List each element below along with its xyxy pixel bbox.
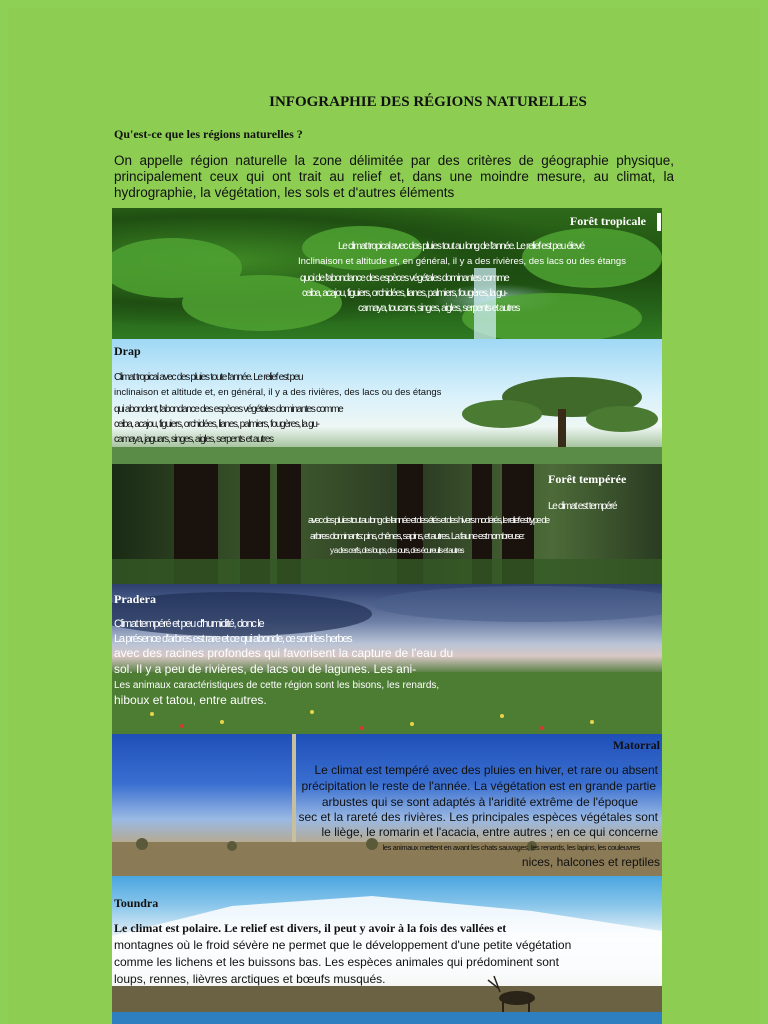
section-title: Forêt tempérée — [548, 472, 627, 486]
section-title: Matorral — [612, 738, 660, 752]
section-foret-temperee: Forêt tempérée Le climat est tempéré avec des pluies tout au long de l'année et des étés et des hivers modérés, le relief est type de arbres dominants: pins, chênes, sapins, et autres. La faune est nombreuse: y a des cerfs, des loups, des ours, des écureuils et autres — [112, 464, 662, 584]
section-title: Toundra — [114, 896, 159, 910]
section-foret-tropicale: Forêt tropicale Le climat tropical avec des pluies tout au long de l'année. Le relief est peu élevé Inclinaison et altitude et, en général, il y a des rivières, des lacs ou des étangs quoi de l'abondance des espèces végétales dominantes comme ceiba, acajou, figuiers, orchidées, lianes, palmiers, fougères, la gu- camaya, toucans, singes, aigles, serpents et autres — [112, 208, 662, 339]
section-title: Drap — [114, 344, 141, 358]
section-title: Forêt tropicale — [569, 214, 646, 228]
question-heading: Qu'est-ce que les régions naturelles ? — [114, 127, 303, 141]
intro-paragraph: On appelle région naturelle la zone délimitée par des critères de géographie physique, principalement ceux qui ont trait au relief et, dans une moindre mesure, au climat, la hydrographie, la végétation, les sols et d'autres éléments — [114, 153, 674, 200]
page-title: INFOGRAPHIE DES RÉGIONS NATURELLES — [269, 94, 587, 110]
section-drap: Drap Climat tropical avec des pluies toute l'année. Le relief est peu inclinaison et altitude et, en général, il y a des rivières, des lacs ou des étangs qui abondent, l'abondance des espèces végétales dominantes comme ceiba, acajou, figuiers, orchidées, lianes, palmiers, fougères, la gu- camaya, jaguars, singes, aigles, serpents et autres — [112, 339, 662, 464]
section-matorral: Matorral Le climat est tempéré avec des pluies en hiver, et rare ou absent précipitation le reste de l'année. La végétation est en grande partie arbustes qui se sont adaptés à l'aridité extrême de l'époque sec et la rareté des rivières. Les principales espèces végétales sont le liège, le romarin et l'acacia, entre autres ; en ce qui concerne les animaux mettent en avant les chats sauvages, les renards, les lapins, les couleuvres nices, halcones et reptiles — [112, 734, 662, 876]
bottom-strip — [112, 1012, 662, 1024]
section-pradera: Pradera Climat tempéré et peu d'humidité, donc le La présence d'arbres est rare et ce qui abonde, ce sont les herbes avec des racines profondes qui favorisent la capture de l'eau du sol. Il y a peu de rivières, de lacs ou de lagunes. Les ani- Les animaux caractéristiques de cette région sont les bisons, les renards, hiboux et tatou, entre autres. — [112, 584, 662, 734]
section-toundra: Toundra Le climat est polaire. Le relief est divers, il peut y avoir à la fois des vallées et montagnes où le froid sévère ne permet que le développement d'une petite végétation comme les lichens et les buissons bas. Les espèces animales qui prédominent sont loups, rennes, lièvres arctiques et bœufs musqués. — [112, 876, 662, 1016]
section-title: Pradera — [114, 592, 156, 606]
